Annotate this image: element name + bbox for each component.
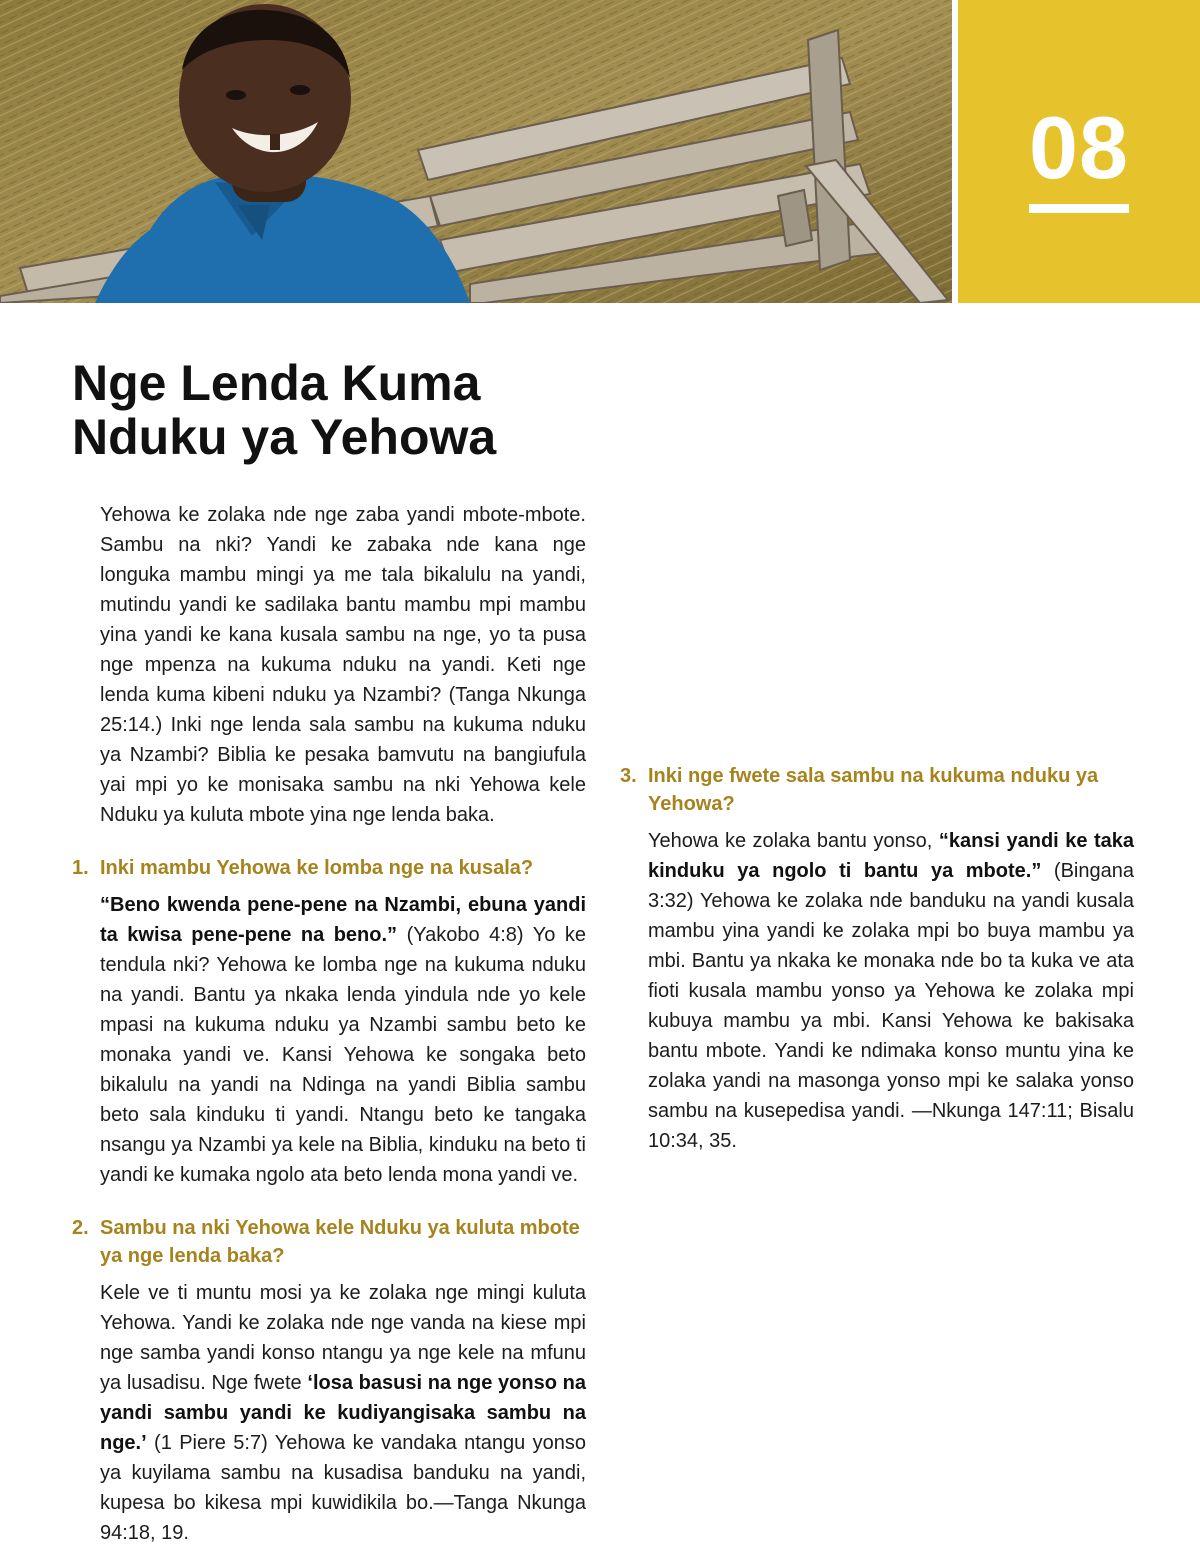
title-line-1: Nge Lenda Kuma xyxy=(72,355,481,411)
question-2-number: 2. xyxy=(72,1217,89,1239)
question-2-heading xyxy=(72,1214,586,1270)
answer-2-text-b: (1 Piere 5:7) Yehowa ke vandaka ntangu yonso ya kuyilama sambu na kusadisa banduku na yandi, kupesa bo kikesa mpi kuwidikila bo.—Tanga Nkunga 94:18, 19. xyxy=(100,1432,586,1544)
question-1-heading xyxy=(72,854,586,882)
page-title xyxy=(72,356,672,464)
chapter-number: 08 xyxy=(1029,98,1129,197)
right-column xyxy=(620,762,1134,1156)
intro-paragraph: Yehowa ke zolaka nde nge zaba yandi mbote-mbote. Sambu na nki? Yandi ke zabaka nde kana nge longuka mambu mingi ya me tala bikalulu na yandi, mutindu yandi ke sadilaka bantu mambu mpi mambu yina yandi ke kana kusala sambu na nge, yo ta pusa nge mpenza na kukuma nduku na yandi. Keti nge lenda kuma kibeni nduku ya Nzambi? (Tanga Nkunga 25:14.) Inki nge lenda sala sambu na kukuma nduku ya Nzambi? Biblia ke pesaka bamvutu na bangiufula yai mpi yo ke monisaka sambu na nki Yehowa kele Nduku ya kuluta mbote yina nge lenda baka. xyxy=(100,504,586,826)
question-2-text: Sambu na nki Yehowa kele Nduku ya kuluta mbote ya nge lenda baka? xyxy=(100,1217,580,1267)
question-3-number: 3. xyxy=(620,765,637,787)
answer-3-quote: “kansi yandi ke taka kinduku ya ngolo ti bantu ya mbote.” xyxy=(648,830,1134,882)
chapter-rule xyxy=(1029,204,1129,213)
question-3-text: Inki nge fwete sala sambu na kukuma nduku ya Yehowa? xyxy=(648,765,1099,815)
chapter-number-box xyxy=(958,0,1200,303)
answer-1-paragraph xyxy=(100,890,586,1190)
chapter-banner xyxy=(0,0,1200,303)
answer-2-text-a: Kele ve ti muntu mosi ya ke zolaka nge mingi kuluta Yehowa. Yandi ke zolaka nde nge vanda na kiese mpi nge samba yandi konso ntangu ya nge kele na mfunu ya lusadisu. Nge fwete xyxy=(100,1282,586,1394)
answer-1-text: (Yakobo 4:8) Yo ke tendula nki? Yehowa ke lomba nge na kukuma nduku na yandi. Bantu ya nkaka lenda yindula nde yo kele mpasi na kukuma nduku ya Nzambi sambu beto ke monaka yandi ve. Kansi Yehowa ke songaka beto bikalulu na yandi na Ndinga na yandi Biblia sambu beto sala kinduku ti yandi. Ntangu beto ke tangaka nsangu ya Nzambi ya kele na Biblia, kinduku na beto ti yandi ke kumaka ngolo ata beto lenda mona yandi ve. xyxy=(100,924,586,1186)
answer-3-paragraph xyxy=(648,826,1134,1156)
answer-1-quote: “Beno kwenda pene-pene na Nzambi, ebuna yandi ta kwisa pene-pene na beno.” xyxy=(100,894,586,946)
question-1-number: 1. xyxy=(72,857,89,879)
title-line-2: Nduku ya Yehowa xyxy=(72,409,497,465)
answer-3-text-b: (Bingana 3:32) Yehowa ke zolaka nde banduku na yandi kusala mambu yina yandi ke zolaka mpi bo buya mambu ya mbi. Bantu ya nkaka ke monaka nde bo ta kuka ve ata fioti kusala mambu yonso ya Yehowa ke zolaka mpi kubuya mambu ya mbi. Kansi Yehowa ke bakisaka bantu mbote. Yandi ke ndimaka konso muntu yina ke zolaka yandi na masonga yonso mpi ke salaka yonso sambu na kusepedisa yandi. —Nkunga 147:11; Bisalu 10:34, 35. xyxy=(648,860,1134,1152)
answer-2-paragraph xyxy=(100,1278,586,1548)
question-3-heading xyxy=(620,762,1134,818)
left-column xyxy=(72,500,586,1548)
answer-3-text-a: Yehowa ke zolaka bantu yonso, xyxy=(648,830,939,852)
question-1-text: Inki mambu Yehowa ke lomba nge na kusala? xyxy=(100,857,534,879)
banner-photo xyxy=(0,0,952,303)
answer-2-quote: ‘losa basusi na nge yonso na yandi sambu yandi ke kudiyangisaka sambu na nge.’ xyxy=(100,1372,586,1454)
